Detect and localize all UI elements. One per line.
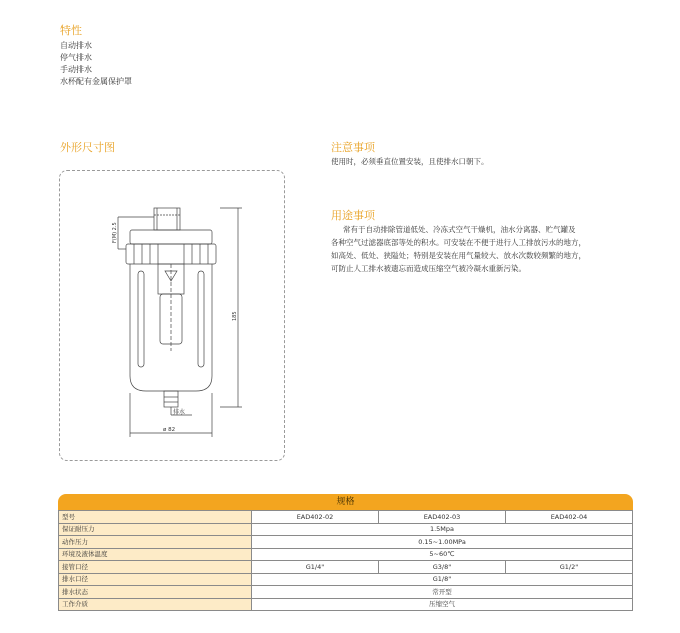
- row-value: 0.15~1.00MPa: [252, 536, 633, 549]
- row-value: 常开型: [252, 586, 633, 599]
- table-row: [59, 536, 633, 549]
- row-value: 压缩空气: [252, 598, 633, 611]
- height-dimension-label: 185: [232, 311, 238, 321]
- row-label: 排水状态: [59, 586, 252, 599]
- row-label: 排水口径: [59, 573, 252, 586]
- usage-line: 可防止人工排水被遗忘而造成压缩空气被冷凝水重新污染。: [331, 264, 526, 273]
- spec-title: 规格: [58, 494, 633, 510]
- usage-line: 如高处、低处、狭隘处；特别是安装在用气量较大、放水次数较频繁的地方，: [331, 251, 586, 260]
- row-label: 工作介质: [59, 598, 252, 611]
- port-cell: G1/2": [506, 561, 633, 574]
- model-cell: EAD402-04: [506, 511, 633, 524]
- row-value: 5~60℃: [252, 548, 633, 561]
- feature-item: 手动排水: [60, 65, 92, 74]
- spec-table: [58, 494, 633, 611]
- row-value: G1/8": [252, 573, 633, 586]
- row-label: 环境及液体温度: [59, 548, 252, 561]
- row-label: 接管口径: [59, 561, 252, 574]
- features-title: 特性: [60, 24, 82, 37]
- table-row: [59, 548, 633, 561]
- features-list: [60, 40, 132, 88]
- table-row: [59, 523, 633, 536]
- usage-title: 用途事项: [331, 209, 375, 222]
- port-cell: G3/8": [379, 561, 506, 574]
- drain-valve-drawing: [60, 171, 286, 462]
- table-row: [59, 598, 633, 611]
- usage-line: 各种空气过滤器底部等处的积水。可安装在不便于进行人工排放污水的地方，: [331, 238, 586, 247]
- port-cell: G1/4": [252, 561, 379, 574]
- port-dimension-label: F(M) 2.5: [112, 222, 118, 243]
- row-label: 保证耐压力: [59, 523, 252, 536]
- model-cell: EAD402-03: [379, 511, 506, 524]
- table-row: [59, 573, 633, 586]
- drain-label: 排水: [173, 409, 186, 416]
- table-row: [59, 586, 633, 599]
- notes-text: 使用时，必须垂直位置安装，且使排水口朝下。: [331, 157, 489, 166]
- row-value: 1.5Mpa: [252, 523, 633, 536]
- outline-title: 外形尺寸图: [60, 141, 115, 154]
- notes-title: 注意事项: [331, 141, 375, 154]
- usage-line: 常有于自动排除管道低处、冷冻式空气干燥机，油水分离器、贮气罐及: [343, 225, 576, 234]
- feature-item: 停气排水: [60, 53, 92, 62]
- feature-item: 水杯配有金属保护罩: [60, 77, 132, 86]
- diameter-label: ø 82: [163, 427, 176, 433]
- usage-text: [331, 223, 586, 275]
- row-label: 动作压力: [59, 536, 252, 549]
- row-label: 型号: [59, 511, 252, 524]
- model-cell: EAD402-02: [252, 511, 379, 524]
- feature-item: 自动排水: [60, 41, 92, 50]
- table-row: [59, 511, 633, 524]
- outline-drawing: [59, 170, 285, 461]
- table-row: [59, 561, 633, 574]
